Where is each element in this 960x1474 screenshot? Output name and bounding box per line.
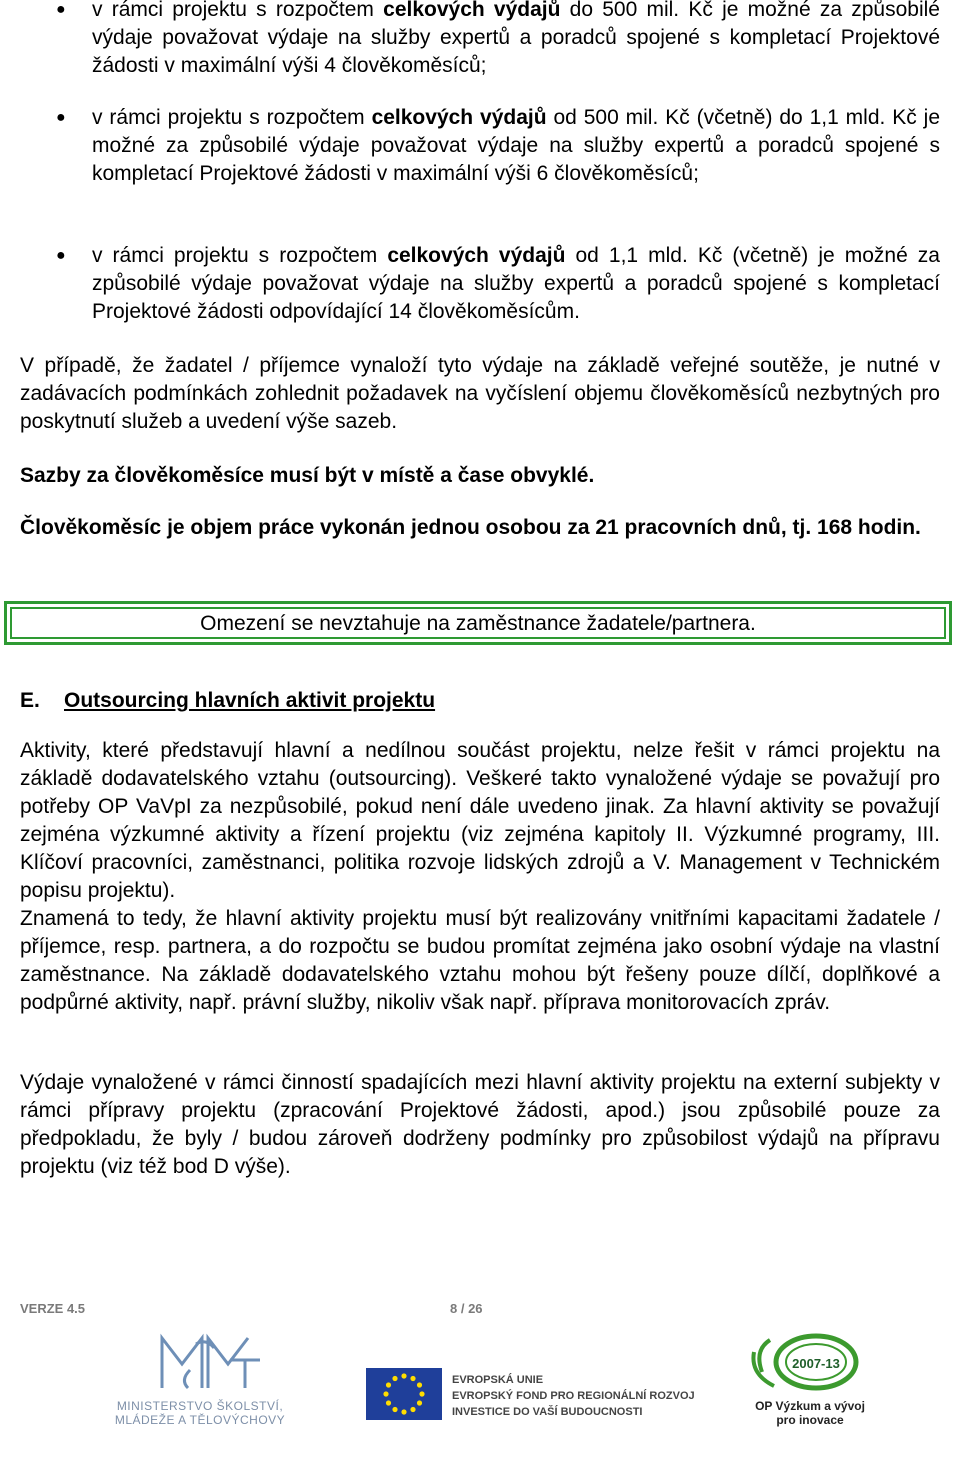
bullet-text: v rámci projektu s rozpočtem <box>92 244 388 267</box>
section-number: E. <box>20 689 40 712</box>
op-line1: OP Výzkum a vývoj <box>755 1399 865 1413</box>
bullet-text: od 500 mil. Kč (včetně) do 1,1 mld. Kč je možné za způsobilé výdaje považovat výdaje na služby expertů a poradců spojené s kompletací Projektové žádosti v maximální výši 6 člověkoměsíců; <box>92 106 940 185</box>
note-text: Omezení se nevztahuje na zaměstnance žadatele/partnera. <box>200 612 756 635</box>
paragraph-external: Výdaje vynaložené v rámci činností spadajících mezi hlavní aktivity projektu na externí subjekty v rámci přípravy projektu (zpracování Projektové žádosti, apod.) jsou způsobilé pouze za předpokladu, že byly / budou zároveň dodrženy podmínky pro způsobilost výdajů na přípravu projektu (viz též bod D výše). <box>20 1071 940 1178</box>
eu-line1: EVROPSKÁ UNIE <box>452 1374 544 1386</box>
paragraph-manmonth: Člověkoměsíc je objem práce vykonán jednou osobou za 21 pracovních dnů, tj. 168 hodin. <box>20 516 921 539</box>
bullet-text: od 1,1 mld. Kč (včetně) je možné za způsobilé výdaje považovat výdaje na služby expertů a poradců spojené s kompletací Projektové žádosti odpovídající 14 člověkoměsícům. <box>92 244 940 323</box>
bullet-text: do 500 mil. Kč je možné za způsobilé výdaje považovat výdaje na služby expertů a poradců spojené s kompletací Projektové žádosti v maximální výši 4 člověkoměsíců; <box>92 0 940 77</box>
section-title: Outsourcing hlavních aktivit projektu <box>64 689 436 712</box>
footer-version: VERZE 4.5 <box>20 1301 86 1316</box>
op-years: 2007-13 <box>792 1356 840 1371</box>
list-item <box>56 242 940 326</box>
bullet-icon: ● <box>56 247 66 264</box>
paragraph-tender: V případě, že žadatel / příjemce vynaloží tyto výdaje na základě veřejné soutěže, je nutné v zadávacích podmínkách zohlednit požadavek na vyčíslení objemu člověkoměsíců nezbytných pro poskytnutí služeb a uvedení výše sazeb. <box>20 354 940 433</box>
paragraph-rates: Sazby za člověkoměsíce musí být v místě a čase obvyklé. <box>20 464 595 487</box>
bullet-text: v rámci projektu s rozpočtem <box>92 0 384 21</box>
msmt-line1: MINISTERSTVO ŠKOLSTVÍ, <box>116 1399 284 1413</box>
bullet-bold: celkových výdajů <box>371 106 547 129</box>
paragraph-activities: Aktivity, které představují hlavní a nedílnou součást projektu, nelze řešit v rámci projektu na základě dodavatelského vztahu (outsourcing). Veškeré takto vynaložené výdaje se považují pro potřeby OP VaVpI za nezpůsobilé, pokud není dále uvedeno jinak. Za hlavní aktivity se považují zejména výzkumné aktivity a řízení projektu (viz zejména kapitoly II. Výzkumné programy, III. Klíčoví pracovníci, zaměstnanci, politika rozvoje lidských zdrojů a V. Management v Technickém popisu projektu). <box>20 739 940 902</box>
op-vavpi-logo <box>740 1330 880 1430</box>
list-item <box>56 0 940 80</box>
eu-line3: INVESTICE DO VAŠÍ BUDOUCNOSTI <box>452 1406 643 1418</box>
op-line2: pro inovace <box>776 1413 844 1427</box>
eu-line2: EVROPSKÝ FOND PRO REGIONÁLNÍ ROZVOJ <box>452 1390 695 1402</box>
note-box <box>4 601 952 645</box>
paragraph-meaning: Znamená to tedy, že hlavní aktivity projektu musí být realizovány vnitřními kapacitami žadatele / příjemce, resp. partnera, a do rozpočtu se budou promítat zejména jako osobní výdaje na vlastní zaměstnance. Na základě dodavatelského vztahu mohou být řešeny pouze dílčí, doplňkové a podpůrné aktivity, např. právní služby, nikoliv však např. příprava monitorovacích zpráv. <box>20 907 940 1014</box>
eu-logo <box>366 1368 695 1426</box>
msmt-logo <box>110 1330 290 1430</box>
section-heading <box>20 689 435 713</box>
bullet-bold: celkových výdajů <box>383 0 561 21</box>
list-item <box>56 104 940 188</box>
bullet-text: v rámci projektu s rozpočtem <box>92 106 372 129</box>
bullet-bold: celkových výdajů <box>387 244 566 267</box>
msmt-line2: MLÁDEŽE A TĚLOVÝCHOVY <box>114 1413 286 1427</box>
footer-page-number: 8 / 26 <box>450 1301 483 1316</box>
msmt-emblem-icon <box>110 1330 290 1392</box>
op-vavpi-emblem-icon <box>740 1330 880 1394</box>
bullet-icon: ● <box>56 109 66 126</box>
bullet-icon: ● <box>56 1 66 18</box>
eu-flag-icon <box>366 1368 442 1420</box>
